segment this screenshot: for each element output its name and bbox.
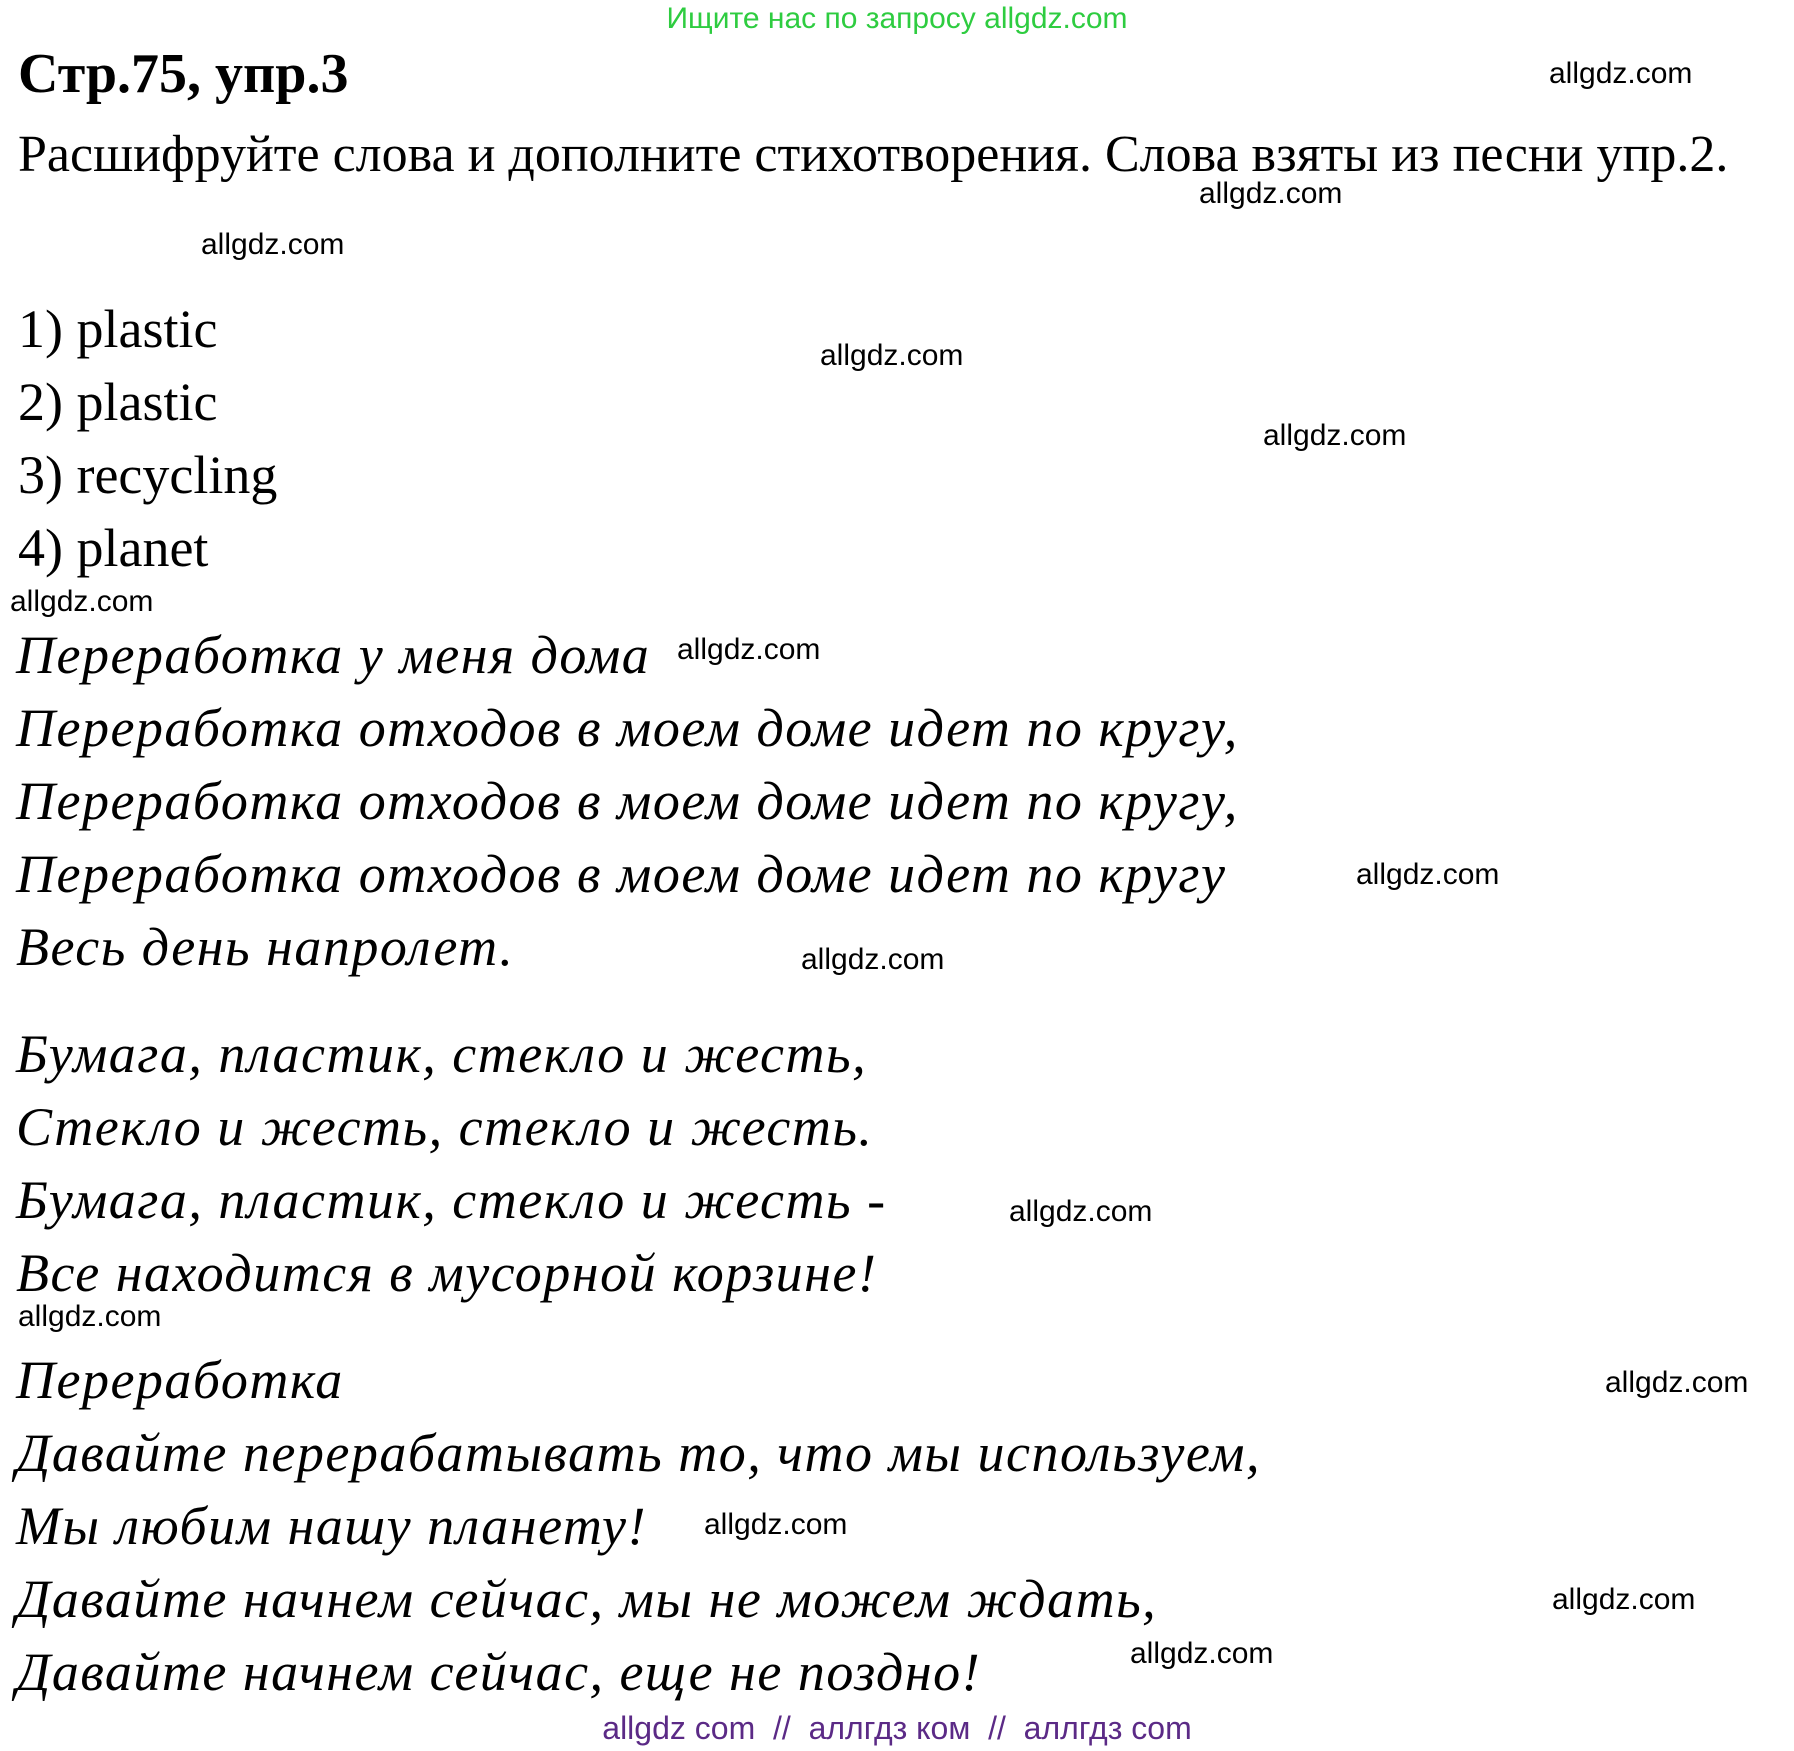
answer-item: 2) plastic xyxy=(18,372,218,432)
poem-line: Переработка отходов в моем доме идет по кругу xyxy=(16,844,1227,904)
answer-item: 4) planet xyxy=(18,518,209,578)
watermark: allgdz.com xyxy=(1605,1366,1749,1399)
poem-line: Переработка отходов в моем доме идет по кругу, xyxy=(16,698,1239,758)
poem-line: Все находится в мусорной корзине! xyxy=(16,1243,878,1303)
watermark: allgdz.com xyxy=(1552,1583,1696,1616)
answer-item: 3) recycling xyxy=(18,445,278,505)
poem-line: Стекло и жесть, стекло и жесть. xyxy=(16,1097,874,1157)
watermark: allgdz.com xyxy=(10,585,154,618)
poem-line: Давайте перерабатывать то, что мы используем, xyxy=(16,1423,1261,1483)
poem-line: Переработка отходов в моем доме идет по кругу, xyxy=(16,771,1239,831)
instruction-text: Расшифруйте слова и дополните стихотворения. Слова взяты из песни упр.2. xyxy=(18,126,1729,183)
poem-line: Мы любим нашу планету! xyxy=(16,1496,647,1556)
watermark: allgdz.com xyxy=(1009,1195,1153,1228)
watermark: allgdz.com xyxy=(677,633,821,666)
poem-line: Давайте начнем сейчас, еще не поздно! xyxy=(16,1642,982,1702)
footer-links: allgdz com // аллгдз ком // аллгдз com xyxy=(602,1710,1192,1746)
poem-line: Давайте начнем сейчас, мы не можем ждать, xyxy=(16,1569,1158,1629)
top-banner: Ищите нас по запросу allgdz.com xyxy=(666,2,1128,35)
watermark: allgdz.com xyxy=(820,339,964,372)
watermark: allgdz.com xyxy=(801,943,945,976)
watermark: allgdz.com xyxy=(1263,419,1407,452)
poem-line: Весь день напролет. xyxy=(16,917,515,977)
watermark: allgdz.com xyxy=(704,1508,848,1541)
poem-line: Переработка у меня дома xyxy=(16,625,651,685)
poem-line: Бумага, пластик, стекло и жесть - xyxy=(16,1170,887,1230)
answer-item: 1) plastic xyxy=(18,299,218,359)
watermark: allgdz.com xyxy=(1130,1637,1274,1670)
watermark: allgdz.com xyxy=(201,228,345,261)
watermark: allgdz.com xyxy=(1199,177,1343,210)
watermark: allgdz.com xyxy=(1356,858,1500,891)
page-title: Стр.75, упр.3 xyxy=(18,43,349,105)
watermark: allgdz.com xyxy=(1549,57,1693,90)
poem-line: Переработка xyxy=(16,1350,344,1410)
watermark: allgdz.com xyxy=(18,1300,162,1333)
poem-line: Бумага, пластик, стекло и жесть, xyxy=(16,1024,868,1084)
